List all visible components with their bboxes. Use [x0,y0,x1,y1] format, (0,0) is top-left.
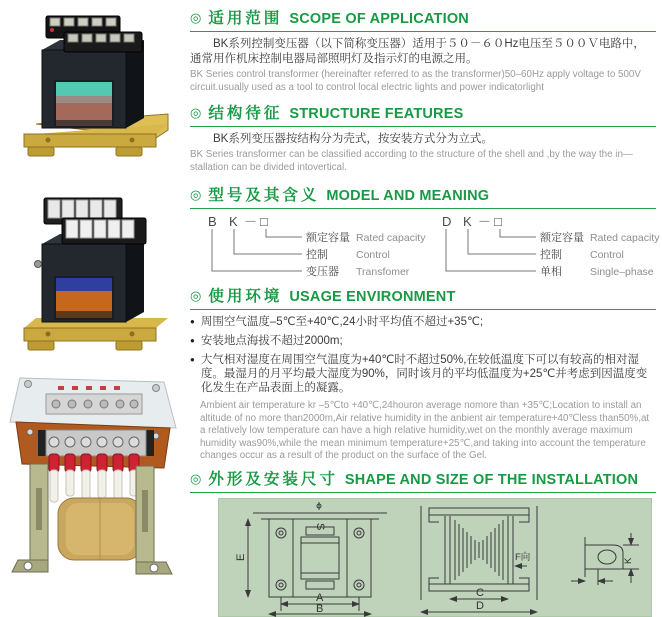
svg-text:Transfomer: Transfomer [356,266,410,278]
usage-title-en: USAGE ENVIRONMENT [289,289,456,305]
product-photo-transformer-clear-cover [6,370,178,578]
product-photo-transformer-black-terminals [12,6,178,170]
section-marker-icon: ◎ [190,105,202,120]
section-marker-icon: ◎ [190,470,202,486]
scope-body-zh: BK系列控制变压器（以下简称变压器）适用于５０－６０Hz电压至５００Ｖ电路中，通常用作机床控制电器局部照明灯及指示灯的电源之用。 [190,38,645,65]
model-meaning-diagrams [200,213,660,279]
svg-text:C: C [476,586,484,599]
installation-title-zh: 外形及安装尺寸 [208,470,338,488]
svg-text:Rated capacity: Rated capacity [590,232,660,244]
section-marker-icon: ◎ [190,288,202,303]
section-scope-header [190,6,656,32]
installation-side-view-diagram [413,500,547,617]
usage-bullet-2 [190,334,656,348]
section-usage-header [190,284,656,310]
structure-body-zh: BK系列变压器按结构分为壳式，按安装方式分为立式。 [213,133,493,145]
svg-text:□: □ [260,214,268,229]
installation-front-view-diagram [231,501,401,617]
section-marker-icon: ◎ [190,187,202,202]
usage-bullet-list [190,315,656,395]
svg-text:S: S [314,522,326,530]
svg-text:Single–phase: Single–phase [590,266,654,278]
svg-text:控制: 控制 [540,249,562,261]
svg-text:K: K [463,214,472,229]
svg-text:E: E [235,553,247,561]
svg-text:Control: Control [590,249,624,261]
scope-title-zh: 适用范围 [208,10,283,27]
section-installation-header [190,467,656,493]
svg-text:B: B [316,602,324,615]
model-title-zh: 型号及其含义 [208,187,320,204]
usage-bullet-1 [190,315,656,329]
svg-text:K: K [623,557,634,564]
svg-text:A: A [316,591,324,604]
svg-text:D: D [476,599,484,612]
scope-body-en: BK Series control transformer (hereinafter referred to as the transformer)50–60Hz apply voltage to 500V circuit.usually used as a tool to control local electric lights and power indicatorlight [190,69,641,93]
svg-text:K: K [229,214,238,229]
svg-text:变压器: 变压器 [306,266,339,278]
structure-body-en: BK Series transformer can be classified according to the structure of the shell and ,by the way the in—stallation can be divided intovertical. [190,149,633,173]
svg-text:－: － [244,214,258,229]
content-column [190,0,660,615]
usage-bullet-1-text: 周围空气温度–5℃至+40℃,24小时平均值不超过+35℃; [200,316,484,328]
svg-text:D: D [442,214,452,229]
bullet-dot-icon: ● [190,317,195,326]
usage-bullet-3-text: 大气相对湿度在周围空气温度为+40℃时不超过50%,在较低温度下可以有较高的相对湿度。最湿月的月平均最大湿度为90%，同时该月的平均低温度为+25℃并考虑到因温度变化发生在产品表面上的凝露。 [200,354,648,394]
svg-text:－: － [478,214,492,229]
usage-body-en: Ambient air temperature kr –5℃to +40℃,24houron average nomore than +35℃;Location to install an altitude of no more than2000m,Air relative humidity in the anbient air temperature+40℃less than50%,at a relatively low temperature can have a high relative humidity,wet on the monthly average maximum humidity was90%,while the mean minimum temperature+25℃,and taking into account the temperature changes occur as a result of the product on the surface of the Gel. [200,400,650,461]
section-marker-icon: ◎ [190,10,202,25]
usage-title-zh: 使用环境 [208,288,283,305]
section-model-header [190,183,656,209]
svg-text:额定容量: 额定容量 [540,232,584,244]
bullet-dot-icon: ● [190,355,195,364]
structure-title-zh: 结构待征 [208,105,283,122]
model-diagram-bk [200,213,426,279]
svg-text:B: B [208,214,217,229]
usage-bullet-2-text: 安装地点海拔不超过2000m; [200,335,343,347]
installation-slot-detail-diagram [567,525,645,591]
scope-title-en: SCOPE OF APPLICATION [289,11,469,27]
svg-text:F向: F向 [515,551,531,563]
bullet-dot-icon: ● [190,336,195,345]
section-structure-header [190,101,656,127]
product-photo-transformer-white-terminals [14,188,174,364]
svg-text:Rated capacity: Rated capacity [356,232,426,244]
structure-title-en: STRUCTURE FEATURES [289,106,464,122]
svg-text:Control: Control [356,249,390,261]
svg-text:额定容量: 额定容量 [306,232,350,244]
svg-text:□: □ [494,214,502,229]
svg-text:控制: 控制 [306,249,328,261]
usage-bullet-3 [190,353,656,395]
installation-title-en: SHAPE AND SIZE OF THE INSTALLATION [344,471,639,488]
installation-diagram-panel [218,498,652,617]
model-title-en: MODEL AND MEANING [326,188,490,204]
svg-text:单相: 单相 [540,266,562,278]
model-diagram-dk [434,213,660,279]
